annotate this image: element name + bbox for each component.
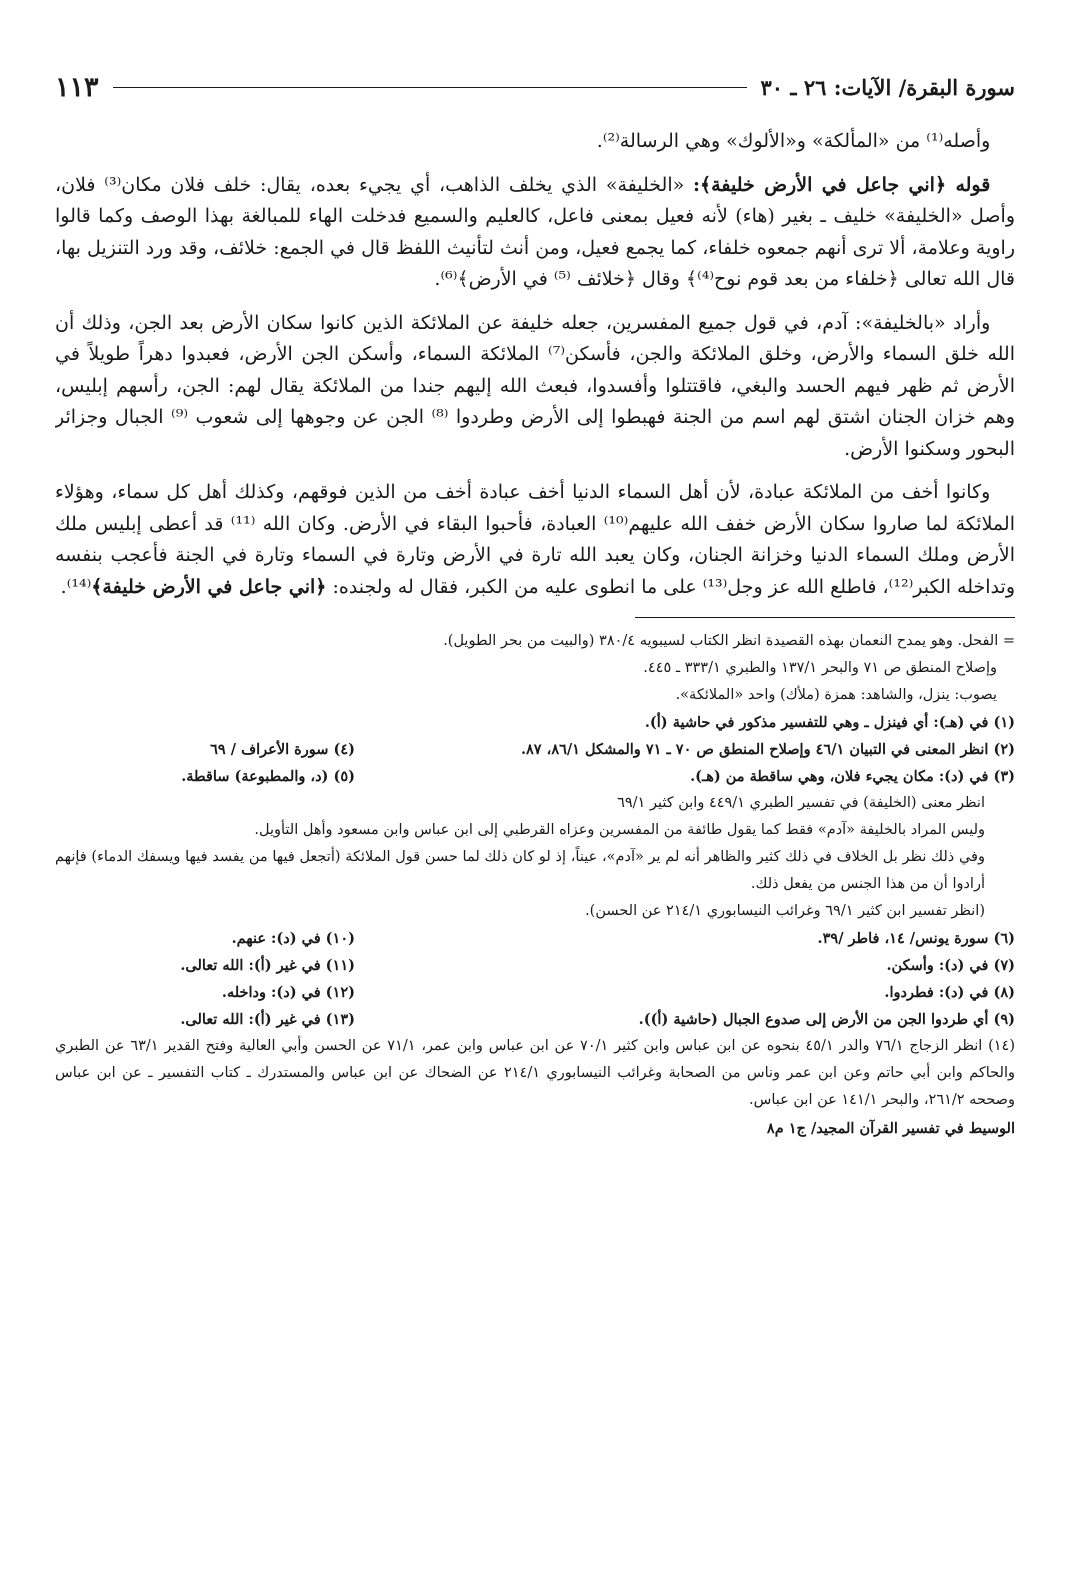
footnote-12: (١٢) في (د): وداخله. xyxy=(221,984,355,1001)
footnote-3-line-d: (انظر تفسير ابن كثير ٦٩/١ وغرائب النيسابوري ٢١٤/١ عن الحسن). xyxy=(585,903,985,919)
page-footer: الوسيط في تفسير القرآن المجيد/ ج١ م٨ xyxy=(766,1120,1015,1137)
footnote-row xyxy=(55,979,1015,1006)
footnote-separator xyxy=(635,617,1015,618)
header-rule xyxy=(113,87,747,88)
footnote-4: (٤) سورة الأعراف / ٦٩ xyxy=(210,741,355,758)
page-number: ١١٣ xyxy=(55,71,99,103)
footnote-cont-line-3: يصوب: ينزل، والشاهد: همزة (ملأك) واحد «الملائكة». xyxy=(675,687,997,703)
footnote-1: (١) في (هـ): أي فينزل ـ وهي للتفسير مذكور في حاشية (أ). xyxy=(644,714,1015,731)
footnote-3: (٣) في (د): مكان يجيء فلان، وهي ساقطة من (هـ). xyxy=(690,768,1015,785)
paragraph-2-body: «الخليفة» الذي يخلف الذاهب، أي يجيء بعده، يقال: خلف فلان مكان⁽³⁾ فلان، وأصل «الخليفة» خليف ـ بغير (هاء) لأنه فعيل بمعنى فاعل، كالعليم والسميع فدخلت الهاء للمبالغة بهذا الوصف وكما قالوا راوية وعلامة، ألا ترى أنهم جمعوه خلفاء، كما يجمع فعيل، ومن أنث لتأنيث اللفظ قال في الجمع: خلائف، وقد ورد التنزيل بها، قال الله تعالى ﴿خلفاء من بعد قوم نوح⁽⁴⁾﴾ وقال ﴿خلائف ⁽⁵⁾ في الأرض﴾⁽⁶⁾. xyxy=(55,173,1015,290)
footnote-10: (١٠) في (د): عنهم. xyxy=(231,930,355,947)
main-text xyxy=(55,126,1015,603)
footnote-3-line-b: وليس المراد بالخليفة «آدم» فقط كما يقول طائفة من المفسرين وعزاه القرطبي إلى ابن عباس وابن مسعود وأهل التأويل. xyxy=(254,822,985,838)
footnote-7: (٧) في (د): وأسكن. xyxy=(886,957,1015,974)
footnotes xyxy=(55,628,1015,1114)
footnote-row xyxy=(55,736,1015,763)
footnote-8: (٨) في (د): فطردوا. xyxy=(884,984,1015,1001)
footnote-row xyxy=(55,952,1015,979)
paragraph-2 xyxy=(55,170,1015,296)
footnote-3-line-a: انظر معنى (الخليفة) في تفسير الطبري ٤٤٩/١ وابن كثير ٦٩/١ xyxy=(617,795,985,811)
footnote-6: (٦) سورة يونس/ ١٤، فاطر /٣٩. xyxy=(817,930,1015,947)
footnote-row xyxy=(55,925,1015,952)
paragraph-4-verse: ﴿اني جاعل في الأرض خليفة﴾ xyxy=(91,575,327,598)
footnote-11: (١١) في غير (أ): الله تعالى. xyxy=(180,957,355,974)
footnote-2: (٢) انظر المعنى في التبيان ٤٦/١ وإصلاح المنطق ص ٧٠ ـ ٧١ والمشكل ٨٦/١، ٨٧. xyxy=(520,741,1015,758)
footnote-14: (١٤) انظر الزجاج ٧٦/١ والدر ٤٥/١ بنحوه عن ابن عباس وابن كثير ٧٠/١ عن ابن عباس وابن عمر، ٧١/١ عن الحسن وأبي العالية وفتح القدير ٦٣/١ عن الطبري والحاكم وابن أبي حاتم وعن ابن عمر وناس من الصحابة وغرائب النيسابوري ٢١٤/١ عن الضحاك عن ابن عباس والمستدرك ـ كتاب التفسير ـ عن ابن عباس وصححه ٢٦١/٢، والبحر ١٤١/١ عن ابن عباس. xyxy=(55,1038,1015,1108)
footnote-5: (٥) (د، والمطبوعة) ساقطة. xyxy=(181,768,355,785)
footnote-9: (٩) أي طردوا الجن من الأرض إلى صدوع الجبال (حاشية (أ)). xyxy=(638,1011,1015,1028)
paragraph-4 xyxy=(55,477,1015,603)
paragraph-2-lead: قوله ﴿اني جاعل في الأرض خليفة﴾: xyxy=(693,173,991,196)
footnote-3-line-c: وفي ذلك نظر بل الخلاف في ذلك كثير والظاهر أنه لم ير «آدم»، عيناً، إذ لو كان ذلك لما حسن قول الملائكة (أتجعل فيها من يفسد فيها ويسفك الدماء) فإنهم أرادوا أن من هذا الجنس من يفعل ذلك. xyxy=(55,849,985,892)
footnote-3-details xyxy=(55,790,1015,925)
paragraph-4-end: ⁽¹⁴⁾. xyxy=(60,575,92,598)
footnote-row xyxy=(55,1006,1015,1033)
paragraph-1: وأصله⁽¹⁾ من «المألكة» و«الألوك» وهي الرسالة⁽²⁾. xyxy=(596,130,991,152)
surah-title: سورة البقرة/ الآيات: ٢٦ ـ ٣٠ xyxy=(760,74,1015,100)
footnote-continuation xyxy=(55,628,1015,709)
paragraph-4-body: وكانوا أخف من الملائكة عبادة، لأن أهل السماء الدنيا أخف عبادة أخف من الذين فوقهم، وكذلك أهل كل سماء، وهؤلاء الملائكة لما صاروا سكان الأرض خفف الله عليهم⁽¹⁰⁾ العبادة، فأحبوا البقاء في الأرض. وكان الله ⁽¹¹⁾ قد أعطى إبليس ملك الأرض وملك السماء الدنيا وخزانة الجنان، وكان يعبد الله تارة في الأرض وتارة في السماء وتارة في الجنة فأعجب بنفسه وتداخله الكبر⁽¹²⁾، فاطلع الله عز وجل⁽¹³⁾ على ما انطوى عليه من الكبر، فقال له ولجنده: xyxy=(55,481,1015,598)
footnote-13: (١٣) في غير (أ): الله تعالى. xyxy=(180,1011,355,1028)
footnote-cont-line-1: = الفحل. وهو يمدح النعمان بهذه القصيدة انظر الكتاب لسيبويه ٣٨٠/٤ (والبيت من بحر الطويل). xyxy=(443,633,1015,649)
page-header xyxy=(55,62,1015,112)
paragraph-3: وأراد «بالخليفة»: آدم، في قول جميع المفسرين، جعله خليفة عن الملائكة الذين كانوا سكان الأرض بعد الجن، وذلك أن الله خلق السماء والأرض، وخلق الملائكة والجن، فأسكن⁽⁷⁾ الملائكة السماء، وأسكن الجن الأرض، فعبدوا دهراً طويلاً في الأرض ثم ظهر فيهم الحسد والبغي، فاقتتلوا وأفسدوا، فبعث الله إليهم جندا من الملائكة يقال لهم: الجن، رأسهم إبليس، وهم خزان الجنان اشتق لهم اسم من الجنة فهبطوا إلى الأرض وطردوا ⁽⁸⁾ الجن عن وجوهها إلى شعوب ⁽⁹⁾ الجبال وجزائر البحور وسكنوا الأرض. xyxy=(55,311,1015,460)
footnote-cont-line-2: وإصلاح المنطق ص ٧١ والبحر ١٣٧/١ والطبري ٣٣٣/١ ـ ٤٤٥. xyxy=(643,660,997,676)
footnote-row xyxy=(55,763,1015,790)
book-page xyxy=(55,62,1015,1552)
